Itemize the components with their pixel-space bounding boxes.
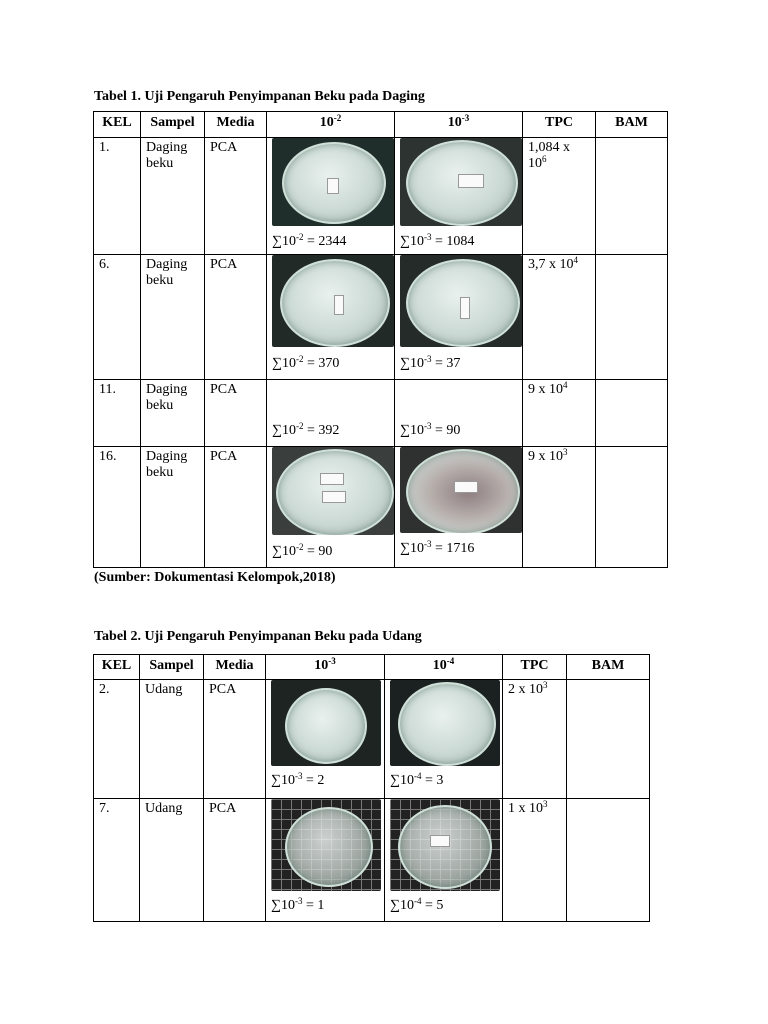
cell-sampel: Daging beku: [141, 380, 205, 447]
cell-kel: 7.: [94, 799, 140, 922]
cell-bam: [596, 447, 668, 568]
cell-sampel: Daging beku: [141, 138, 205, 255]
header-sampel: Sampel: [140, 655, 204, 680]
header-dilution-2: $10^{-4}$: [385, 655, 503, 680]
petri-dish-photo: [271, 680, 381, 766]
cell-sampel: Udang: [140, 680, 204, 799]
cell-bam: [567, 799, 650, 922]
cell-media: PCA: [205, 380, 267, 447]
cell-dilution-1: [267, 447, 395, 568]
header-sampel: Sampel: [141, 112, 205, 138]
table2-caption: Tabel 2. Uji Pengaruh Penyimpanan Beku pada Udang: [94, 629, 422, 644]
table1-caption: Tabel 1. Uji Pengaruh Penyimpanan Beku pada Daging: [94, 89, 425, 104]
header-bam: BAM: [596, 112, 668, 138]
cell-dilution-1: [267, 138, 395, 255]
cell-kel: 16.: [94, 447, 141, 568]
cell-media: PCA: [204, 680, 266, 799]
colony-count: $\sum 10^{-2} = 2344$: [272, 232, 347, 249]
colony-count: $\sum 10^{-3} = 1$: [271, 896, 325, 913]
cell-dilution-1: [266, 680, 385, 799]
header-dilution-1: $10^{-3}$: [266, 655, 385, 680]
cell-tpc: 9 x $10^3$: [523, 447, 596, 568]
header-media: Media: [205, 112, 267, 138]
cell-bam: [596, 255, 668, 380]
cell-dilution-1: [266, 799, 385, 922]
cell-dilution-2: [395, 380, 523, 447]
header-dilution-1: $10^{-2}$: [267, 112, 395, 138]
petri-dish-photo: [271, 799, 381, 891]
petri-dish-photo: [400, 447, 522, 533]
cell-media: PCA: [205, 447, 267, 568]
colony-count: $\sum 10^{-2} = 90$: [272, 542, 333, 559]
colony-count: $\sum 10^{-3} = 1084$: [400, 232, 475, 249]
table2: [93, 654, 650, 922]
cell-bam: [596, 138, 668, 255]
cell-tpc: 1 x $10^3$: [503, 799, 567, 922]
cell-media: PCA: [205, 255, 267, 380]
table2-header-row: [94, 655, 650, 680]
cell-tpc: 3,7 x $10^4$: [523, 255, 596, 380]
colony-count: $\sum 10^{-4} = 3$: [390, 771, 444, 788]
cell-sampel: Daging beku: [141, 255, 205, 380]
cell-sampel: Udang: [140, 799, 204, 922]
cell-dilution-2: [395, 138, 523, 255]
header-dilution-2: $10^{-3}$: [395, 112, 523, 138]
cell-tpc: 9 x $10^4$: [523, 380, 596, 447]
table-row: [94, 255, 668, 380]
header-tpc: TPC: [503, 655, 567, 680]
cell-tpc: 1,084 x $10^6$: [523, 138, 596, 255]
petri-dish-photo: [400, 138, 522, 226]
cell-bam: [567, 680, 650, 799]
cell-media: PCA: [205, 138, 267, 255]
cell-kel: 2.: [94, 680, 140, 799]
table1: [93, 111, 668, 568]
table1-header-row: [94, 112, 668, 138]
petri-dish-photo: [272, 138, 394, 226]
table-row: [94, 799, 650, 922]
cell-dilution-2: [385, 680, 503, 799]
cell-dilution-2: [395, 447, 523, 568]
header-tpc: TPC: [523, 112, 596, 138]
colony-count: $\sum 10^{-4} = 5$: [390, 896, 444, 913]
table-row: [94, 680, 650, 799]
colony-count: $\sum 10^{-2} = 392$: [272, 421, 340, 438]
colony-count: $\sum 10^{-2} = 370$: [272, 354, 340, 371]
header-kel: KEL: [94, 112, 141, 138]
cell-kel: 1.: [94, 138, 141, 255]
table-row: [94, 380, 668, 447]
header-media: Media: [204, 655, 266, 680]
cell-kel: 11.: [94, 380, 141, 447]
cell-sampel: Daging beku: [141, 447, 205, 568]
cell-dilution-1: [267, 255, 395, 380]
petri-dish-photo: [390, 799, 500, 891]
cell-dilution-1: [267, 380, 395, 447]
cell-kel: 6.: [94, 255, 141, 380]
colony-count: $\sum 10^{-3} = 37$: [400, 354, 461, 371]
petri-dish-photo: [390, 680, 500, 766]
table1-source: (Sumber: Dokumentasi Kelompok,2018): [94, 570, 336, 585]
petri-dish-photo: [272, 447, 394, 535]
table-row: [94, 447, 668, 568]
table-row: [94, 138, 668, 255]
header-kel: KEL: [94, 655, 140, 680]
petri-dish-photo: [400, 255, 522, 347]
cell-media: PCA: [204, 799, 266, 922]
colony-count: $\sum 10^{-3} = 1716$: [400, 539, 475, 556]
header-bam: BAM: [567, 655, 650, 680]
cell-dilution-2: [385, 799, 503, 922]
cell-bam: [596, 380, 668, 447]
cell-tpc: 2 x $10^3$: [503, 680, 567, 799]
petri-dish-photo: [272, 255, 394, 347]
colony-count: $\sum 10^{-3} = 90$: [400, 421, 461, 438]
colony-count: $\sum 10^{-3} = 2$: [271, 771, 325, 788]
cell-dilution-2: [395, 255, 523, 380]
